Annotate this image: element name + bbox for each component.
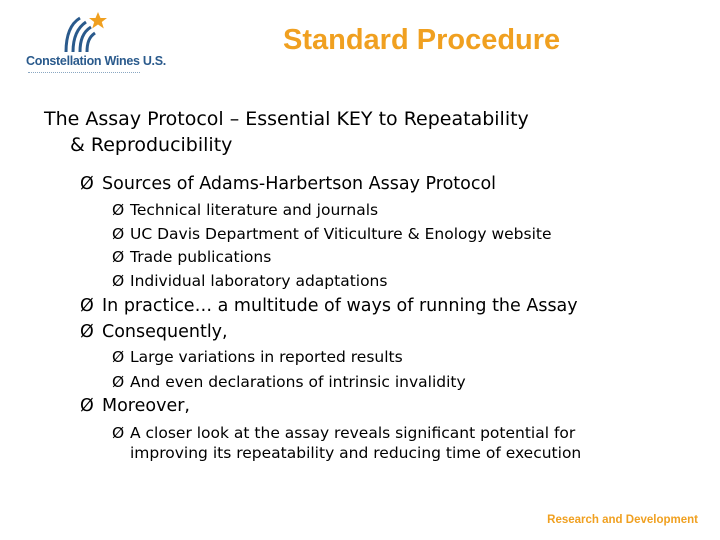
arrow-bullet-icon: Ø — [80, 296, 94, 316]
company-logo — [22, 10, 166, 80]
sub-bullet-item: Ø Trade publications — [112, 248, 272, 266]
logo-tagline-decoration — [28, 72, 140, 76]
bullet-sources: Ø Sources of Adams-Harbertson Assay Protocol — [80, 174, 497, 194]
arrow-bullet-icon: Ø — [112, 424, 125, 442]
sub-bullet-item: Ø And even declarations of intrinsic invalidity — [112, 373, 466, 391]
main-point — [44, 106, 704, 158]
sub-bullet-item: Ø UC Davis Department of Viticulture & Enology website — [112, 225, 552, 243]
arrow-bullet-icon: Ø — [80, 396, 94, 416]
arrow-bullet-icon: Ø — [112, 373, 125, 391]
arrow-bullet-icon: Ø — [112, 248, 125, 266]
bullet-in-practice: Ø In practice… a multitude of ways of running the Assay — [80, 296, 578, 316]
arrow-bullet-icon: Ø — [112, 348, 125, 366]
page-title: Standard Procedure — [283, 24, 561, 56]
logo-company-name: Constellation Wines U.S. — [26, 54, 166, 68]
main-point-line2: & Reproducibility — [70, 134, 233, 156]
arrow-bullet-icon: Ø — [112, 201, 125, 219]
star-icon — [89, 12, 107, 29]
sub-bullet-item: Ø A closer look at the assay reveals significant potential for improving its repeatability and reducing time of execution — [112, 424, 582, 462]
bullet-moreover: Ø Moreover, — [80, 396, 190, 416]
bullet-consequently: Ø Consequently, — [80, 322, 228, 342]
arrow-bullet-icon: Ø — [112, 225, 125, 243]
sub-bullet-item: Ø Large variations in reported results — [112, 348, 403, 366]
footer-label: Research and Development — [547, 514, 698, 526]
main-point-line1: The Assay Protocol – Essential KEY to Repeatability — [44, 108, 529, 130]
arrow-bullet-icon: Ø — [80, 322, 94, 342]
arrow-bullet-icon: Ø — [112, 272, 125, 290]
sub-bullet-item: Ø Individual laboratory adaptations — [112, 272, 388, 290]
sub-bullet-item: Ø Technical literature and journals — [112, 201, 379, 219]
logo-mark-icon — [60, 10, 110, 54]
arrow-bullet-icon: Ø — [80, 174, 94, 194]
